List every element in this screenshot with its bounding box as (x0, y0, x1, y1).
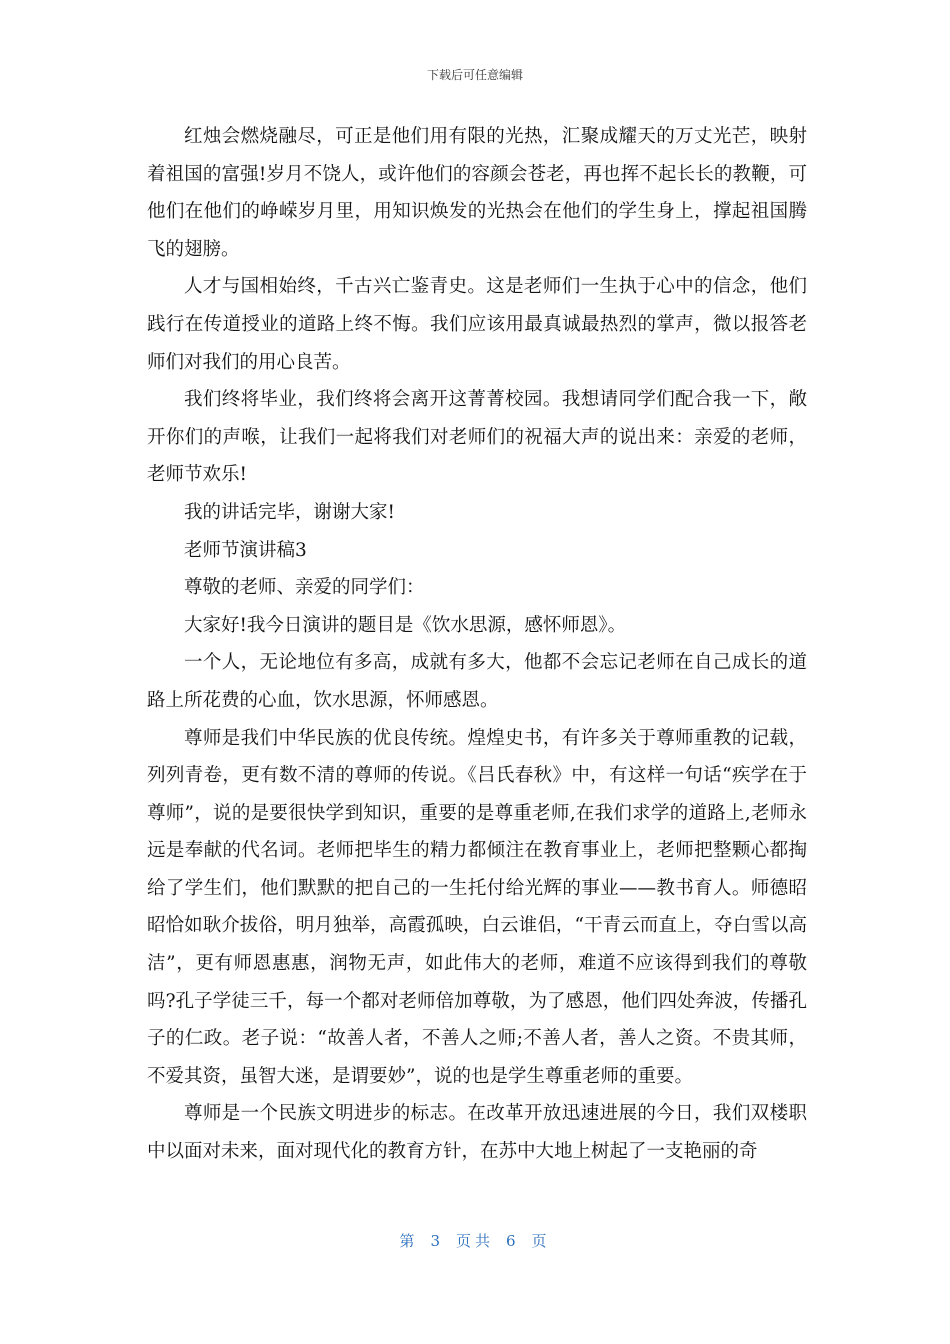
footer-middle: 页共 (455, 1232, 494, 1250)
paragraph: 我的讲话完毕，谢谢大家! (184, 501, 395, 523)
section-title: 老师节演讲稿3 (184, 539, 307, 561)
paragraph: 一个人，无论地位有多高，成就有多大，他都不会忘记老师在自己成长的道路上所花费的心血，饮水思源，怀师感恩。 (147, 652, 807, 711)
paragraph: 尊师是我们中华民族的优良传统。煌煌史书，有许多关于尊师重教的记载，列列青卷，更有数不清的尊师的传说。《吕氏春秋》中，有这样一句话“疾学在于尊师”，说的是要很快学到知识，重要的是尊重老师,在我们求学的道路上,老师永远是奉献的代名词。老师把毕生的精力都倾注在教育事业上，老师把整颗心都掏给了学生们，他们默默的把自己的一生托付给光辉的事业——教书育人。师德昭昭恰如耿介拔俗，明月独举，高霞孤映，白云谁侣，“干青云而直上，夺白雪以高洁”，更有师恩惠惠，润物无声，如此伟大的老师，难道不应该得到我们的尊敬吗?孔子学徒三千，每一个都对老师倍加尊敬，为了感恩，他们四处奔波，传播孔子的仁政。老子说：“故善人者，不善人之师;不善人者，善人之资。不贵其师，不爱其资，虽智大迷，是谓要妙”，说的也是学生尊重老师的重要。 (147, 727, 807, 1087)
paragraph: 大家好!我今日演讲的题目是《饮水思源，感怀师恩》。 (184, 614, 627, 636)
page-header: 下载后可任意编辑 (426, 68, 523, 82)
document-body (147, 118, 807, 1171)
paragraph: 尊师是一个民族文明进步的标志。在改革开放迅速进展的今日，我们双楼职中以面对未来，面对现代化的教育方针，在苏中大地上树起了一支艳丽的奇 (147, 1103, 807, 1163)
salutation: 尊敬的老师、亲爱的同学们： (184, 577, 425, 599)
current-page-number: 3 (430, 1232, 444, 1250)
paragraph: 我们终将毕业，我们终将会离开这菁菁校园。我想请同学们配合我一下，敞开你们的声喉，让我们一起将我们对老师们的祝福大声的说出来：亲爱的老师，老师节欢乐! (147, 389, 807, 486)
page-footer (0, 1230, 950, 1251)
paragraph: 红烛会燃烧融尽，可正是他们用有限的光热，汇聚成耀天的万丈光芒，映射着祖国的富强!岁月不饶人，或许他们的容颜会苍老，再也挥不起长长的教鞭，可他们在他们的峥嵘岁月里，用知识焕发的光热会在他们的学生身上，撑起祖国腾飞的翅膀。 (147, 126, 807, 260)
footer-prefix: 第 (399, 1232, 419, 1250)
paragraph: 人才与国相始终，千古兴亡鉴青史。这是老师们一生执于心中的信念，他们践行在传道授业的道路上终不悔。我们应该用最真诚最热烈的掌声，微以报答老师们对我们的用心良苦。 (147, 276, 807, 373)
total-pages-number: 6 (506, 1232, 520, 1250)
footer-suffix: 页 (531, 1232, 551, 1250)
